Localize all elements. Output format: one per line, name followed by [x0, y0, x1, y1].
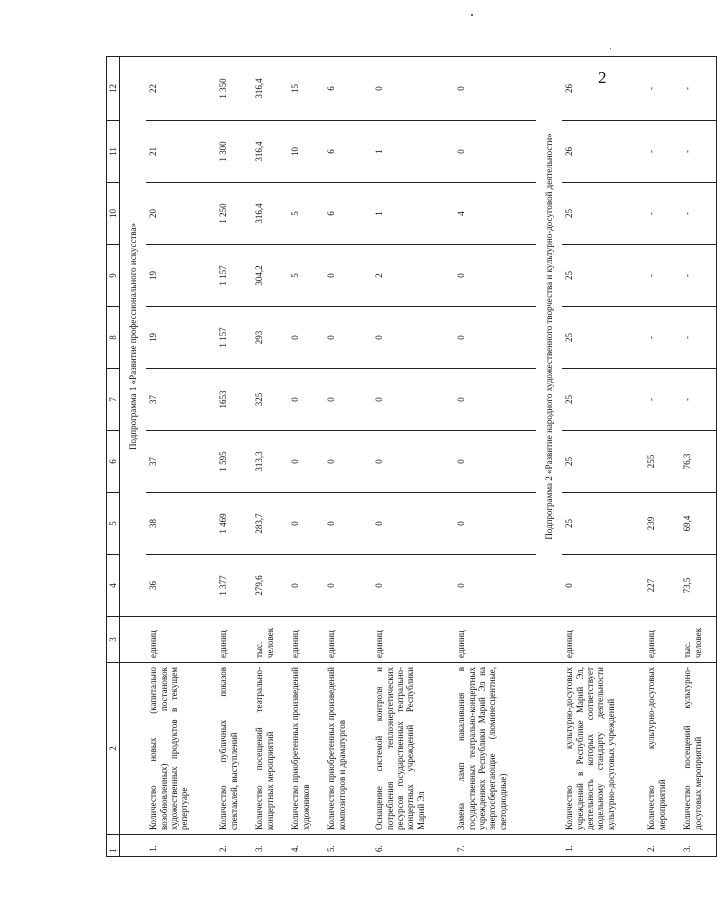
- value-cell: 2: [372, 245, 454, 307]
- indicator-name: Количество культурно-досуговых мероприятий: [644, 663, 680, 835]
- value-cell: 4: [454, 183, 536, 245]
- table-row: [146, 57, 216, 857]
- value-cell: -: [680, 121, 716, 183]
- value-cell: 22: [146, 57, 216, 121]
- row-number: 1.: [562, 835, 644, 857]
- indicator-name: Количество приобретенных произведений композиторов и драматургов: [324, 663, 372, 835]
- indicators-table: [106, 56, 717, 857]
- rotated-table-wrapper: [106, 57, 703, 857]
- row-number: 1.: [146, 835, 216, 857]
- value-cell: 1 377: [216, 555, 252, 617]
- value-cell: 255: [644, 431, 680, 493]
- value-cell: 0: [288, 555, 324, 617]
- unit-cell: единиц: [216, 617, 252, 663]
- value-cell: 0: [454, 493, 536, 555]
- value-cell: 283,7: [252, 493, 288, 555]
- value-cell: 293: [252, 307, 288, 369]
- unit-cell: тыс. человек: [252, 617, 288, 663]
- value-cell: 316,4: [252, 121, 288, 183]
- value-cell: 25: [562, 183, 644, 245]
- table-row: [680, 57, 716, 857]
- table-row: [454, 57, 536, 857]
- row-number: 2.: [644, 835, 680, 857]
- value-cell: 0: [288, 307, 324, 369]
- value-cell: 26: [562, 57, 644, 121]
- header-cell: 2: [107, 663, 120, 835]
- value-cell: 304,2: [252, 245, 288, 307]
- value-cell: -: [644, 121, 680, 183]
- row-number: 3.: [680, 835, 716, 857]
- value-cell: 1 157: [216, 245, 252, 307]
- table-row: [288, 57, 324, 857]
- value-cell: 0: [454, 555, 536, 617]
- header-cell: 5: [107, 493, 120, 555]
- row-number: 2.: [216, 835, 252, 857]
- value-cell: 19: [146, 245, 216, 307]
- row-number: 3.: [252, 835, 288, 857]
- table-row: [324, 57, 372, 857]
- table-row: [372, 57, 454, 857]
- header-cell: 12: [107, 57, 120, 121]
- scan-speck: [610, 48, 611, 49]
- indicator-name: Оснащение системой контроля и потребления теплоэнергетических ресурсов государственных театрально-концертных учреждений Республики Марий Эл: [372, 663, 454, 835]
- table-row: [252, 57, 288, 857]
- value-cell: 73,5: [680, 555, 716, 617]
- value-cell: 1: [372, 183, 454, 245]
- value-cell: 6: [324, 183, 372, 245]
- value-cell: -: [644, 57, 680, 121]
- unit-cell: тыс. человек: [680, 617, 716, 663]
- value-cell: 1 350: [216, 57, 252, 121]
- table-row: [216, 57, 252, 857]
- header-cell: 8: [107, 307, 120, 369]
- value-cell: 76,3: [680, 431, 716, 493]
- value-cell: 1 250: [216, 183, 252, 245]
- value-cell: 0: [324, 307, 372, 369]
- value-cell: 10: [288, 121, 324, 183]
- value-cell: 6: [324, 57, 372, 121]
- value-cell: 19: [146, 307, 216, 369]
- value-cell: 316,4: [252, 57, 288, 121]
- header-cell: 7: [107, 369, 120, 431]
- header-cell: 9: [107, 245, 120, 307]
- value-cell: -: [680, 183, 716, 245]
- unit-cell: единиц: [372, 617, 454, 663]
- unit-cell: единиц: [288, 617, 324, 663]
- value-cell: 0: [324, 493, 372, 555]
- value-cell: -: [644, 369, 680, 431]
- value-cell: 0: [324, 369, 372, 431]
- unit-cell: единиц: [324, 617, 372, 663]
- value-cell: 313,3: [252, 431, 288, 493]
- value-cell: 0: [288, 369, 324, 431]
- subprogram-row: [120, 57, 147, 857]
- value-cell: 0: [562, 555, 644, 617]
- indicator-name: Количество приобретенных произведений художников: [288, 663, 324, 835]
- value-cell: 0: [324, 555, 372, 617]
- value-cell: 1 157: [216, 307, 252, 369]
- header-cell: 11: [107, 121, 120, 183]
- unit-cell: единиц: [146, 617, 216, 663]
- value-cell: 5: [288, 245, 324, 307]
- value-cell: -: [680, 57, 716, 121]
- value-cell: 0: [372, 307, 454, 369]
- row-number: 4.: [288, 835, 324, 857]
- value-cell: 279,6: [252, 555, 288, 617]
- value-cell: 15: [288, 57, 324, 121]
- header-cell: 3: [107, 617, 120, 663]
- unit-cell: единиц: [454, 617, 536, 663]
- value-cell: -: [644, 183, 680, 245]
- unit-cell: единиц: [562, 617, 644, 663]
- value-cell: 0: [372, 369, 454, 431]
- value-cell: 227: [644, 555, 680, 617]
- value-cell: 0: [372, 57, 454, 121]
- header-cell: 6: [107, 431, 120, 493]
- header-cell: 4: [107, 555, 120, 617]
- indicator-name: Количество публичных показов спектаклей, выступлений: [216, 663, 252, 835]
- indicator-name: Замена ламп накаливания в государственных театрально-концертных учреждениях Республики Марий Эл на энергосберегающие (люминесцентные, светодиодные): [454, 663, 536, 835]
- value-cell: 0: [454, 431, 536, 493]
- value-cell: 0: [324, 245, 372, 307]
- value-cell: 5: [288, 183, 324, 245]
- value-cell: 239: [644, 493, 680, 555]
- row-number: 7.: [454, 835, 536, 857]
- indicator-name: Количество культурно-досуговых учреждений в Республике Марий Эл, деятельность которых соответствует модельному стандарту деятельности культурно-досуговых учреждений: [562, 663, 644, 835]
- value-cell: 69,4: [680, 493, 716, 555]
- header-cell: 10: [107, 183, 120, 245]
- value-cell: 38: [146, 493, 216, 555]
- header-row: [107, 57, 120, 857]
- value-cell: 0: [324, 431, 372, 493]
- value-cell: 0: [454, 307, 536, 369]
- subprogram-title: Подпрограмма 1 «Развитие профессионального искусства»: [120, 57, 147, 617]
- value-cell: 0: [454, 369, 536, 431]
- row-number: 6.: [372, 835, 454, 857]
- value-cell: 316,4: [252, 183, 288, 245]
- subprogram-title: Подпрограмма 2 «Развитие народного художественного творчества и культурно-досуговой деятельности»: [536, 57, 562, 617]
- unit-cell: единиц: [644, 617, 680, 663]
- value-cell: -: [680, 245, 716, 307]
- value-cell: 25: [562, 307, 644, 369]
- value-cell: 1 469: [216, 493, 252, 555]
- scan-speck: [471, 14, 473, 16]
- page-number: 2: [598, 68, 607, 87]
- row-number: 5.: [324, 835, 372, 857]
- value-cell: 1653: [216, 369, 252, 431]
- indicator-name: Количество новых (капитально возобновленных) постановок художественных продуктов в текущем репертуаре: [146, 663, 216, 835]
- table-row: [562, 57, 644, 857]
- indicator-name: Количество посещений театрально-концертных мероприятий: [252, 663, 288, 835]
- value-cell: 21: [146, 121, 216, 183]
- value-cell: -: [680, 307, 716, 369]
- value-cell: 37: [146, 431, 216, 493]
- value-cell: 0: [288, 431, 324, 493]
- indicator-name: Количество посещений культурно-досуговых мероприятий: [680, 663, 716, 835]
- value-cell: 36: [146, 555, 216, 617]
- header-cell: 1: [107, 835, 120, 857]
- value-cell: 0: [372, 555, 454, 617]
- value-cell: 20: [146, 183, 216, 245]
- value-cell: 25: [562, 245, 644, 307]
- value-cell: 0: [288, 493, 324, 555]
- value-cell: 0: [372, 493, 454, 555]
- value-cell: 325: [252, 369, 288, 431]
- value-cell: 26: [562, 121, 644, 183]
- value-cell: 25: [562, 431, 644, 493]
- value-cell: 0: [454, 121, 536, 183]
- value-cell: -: [680, 369, 716, 431]
- value-cell: -: [644, 307, 680, 369]
- value-cell: 1: [372, 121, 454, 183]
- value-cell: 0: [454, 245, 536, 307]
- value-cell: 1 595: [216, 431, 252, 493]
- value-cell: 1 300: [216, 121, 252, 183]
- subprogram-row: [536, 57, 562, 857]
- value-cell: -: [644, 245, 680, 307]
- value-cell: 0: [372, 431, 454, 493]
- table-row: [644, 57, 680, 857]
- value-cell: 25: [562, 369, 644, 431]
- value-cell: 37: [146, 369, 216, 431]
- value-cell: 25: [562, 493, 644, 555]
- value-cell: 0: [454, 57, 536, 121]
- value-cell: 6: [324, 121, 372, 183]
